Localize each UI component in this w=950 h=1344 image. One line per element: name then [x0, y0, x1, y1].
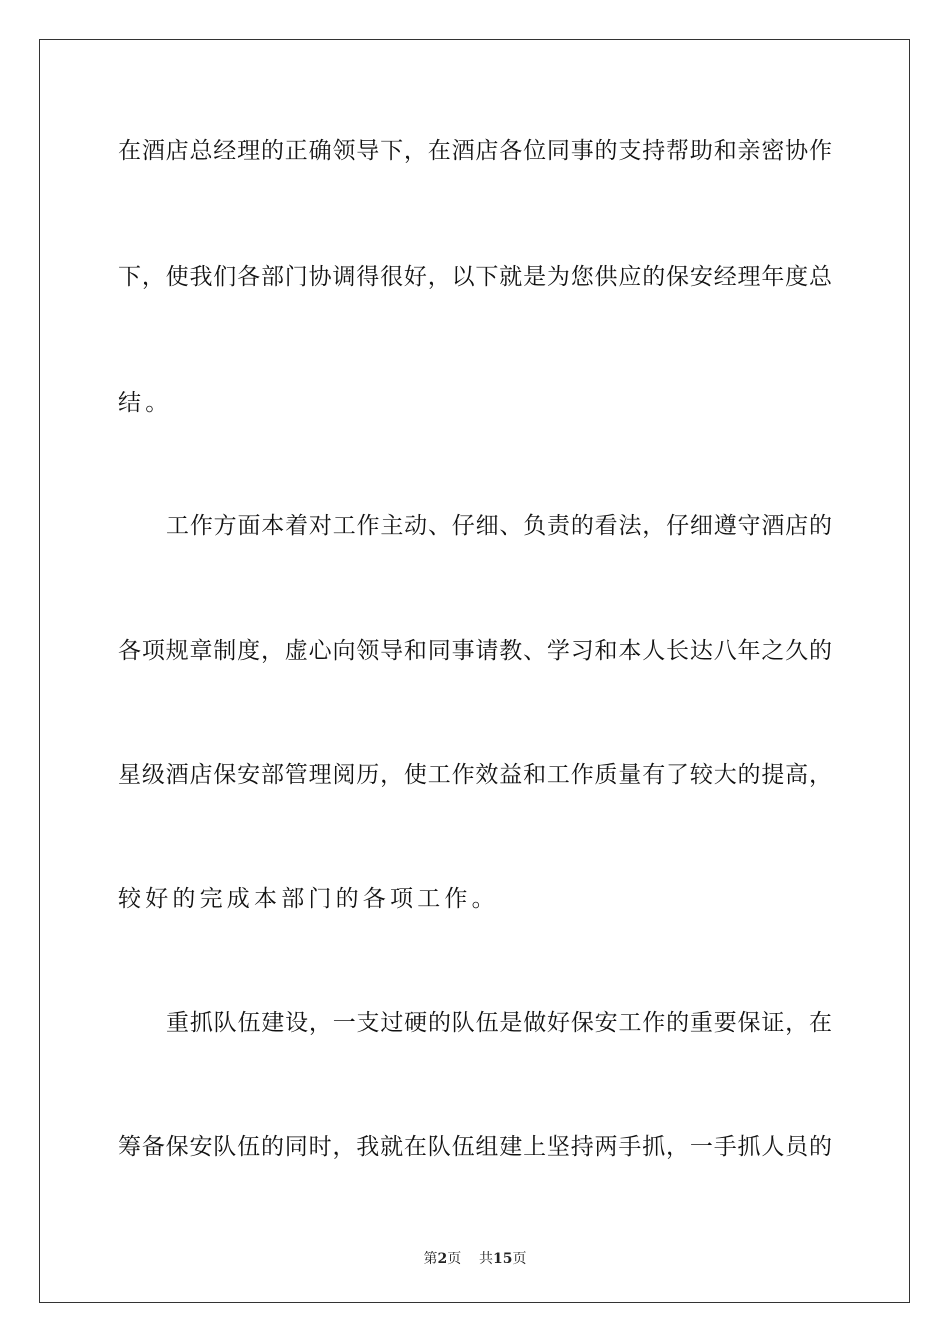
- text-line-9: 筹备保安队伍的同时，我就在队伍组建上坚持两手抓，一手抓人员的: [118, 1134, 832, 1160]
- text-line-8: 重抓队伍建设，一支过硬的队伍是做好保安工作的重要保证，在: [166, 1010, 832, 1036]
- page-suffix: 页: [447, 1251, 462, 1267]
- text-line-5: 各项规章制度，虚心向领导和同事请教、学习和本人长达八年之久的: [118, 638, 832, 664]
- total-prefix: 共: [479, 1251, 494, 1267]
- text-line-2: 下，使我们各部门协调得很好，以下就是为您供应的保安经理年度总: [118, 264, 832, 290]
- page-border: [39, 39, 910, 1303]
- text-line-3: 结。: [118, 390, 173, 416]
- total-suffix: 页: [512, 1251, 527, 1267]
- page-number: 2: [437, 1251, 448, 1267]
- page-footer: [0, 1248, 950, 1268]
- text-line-6: 星级酒店保安部管理阅历，使工作效益和工作质量有了较大的提高，: [118, 762, 832, 788]
- total-pages: 15: [493, 1251, 513, 1267]
- text-line-1: 在酒店总经理的正确领导下，在酒店各位同事的支持帮助和亲密协作: [118, 138, 832, 164]
- text-line-7: 较好的完成本部门的各项工作。: [118, 886, 499, 912]
- text-line-4: 工作方面本着对工作主动、仔细、负责的看法，仔细遵守酒店的: [166, 513, 832, 539]
- page-prefix: 第: [423, 1251, 438, 1267]
